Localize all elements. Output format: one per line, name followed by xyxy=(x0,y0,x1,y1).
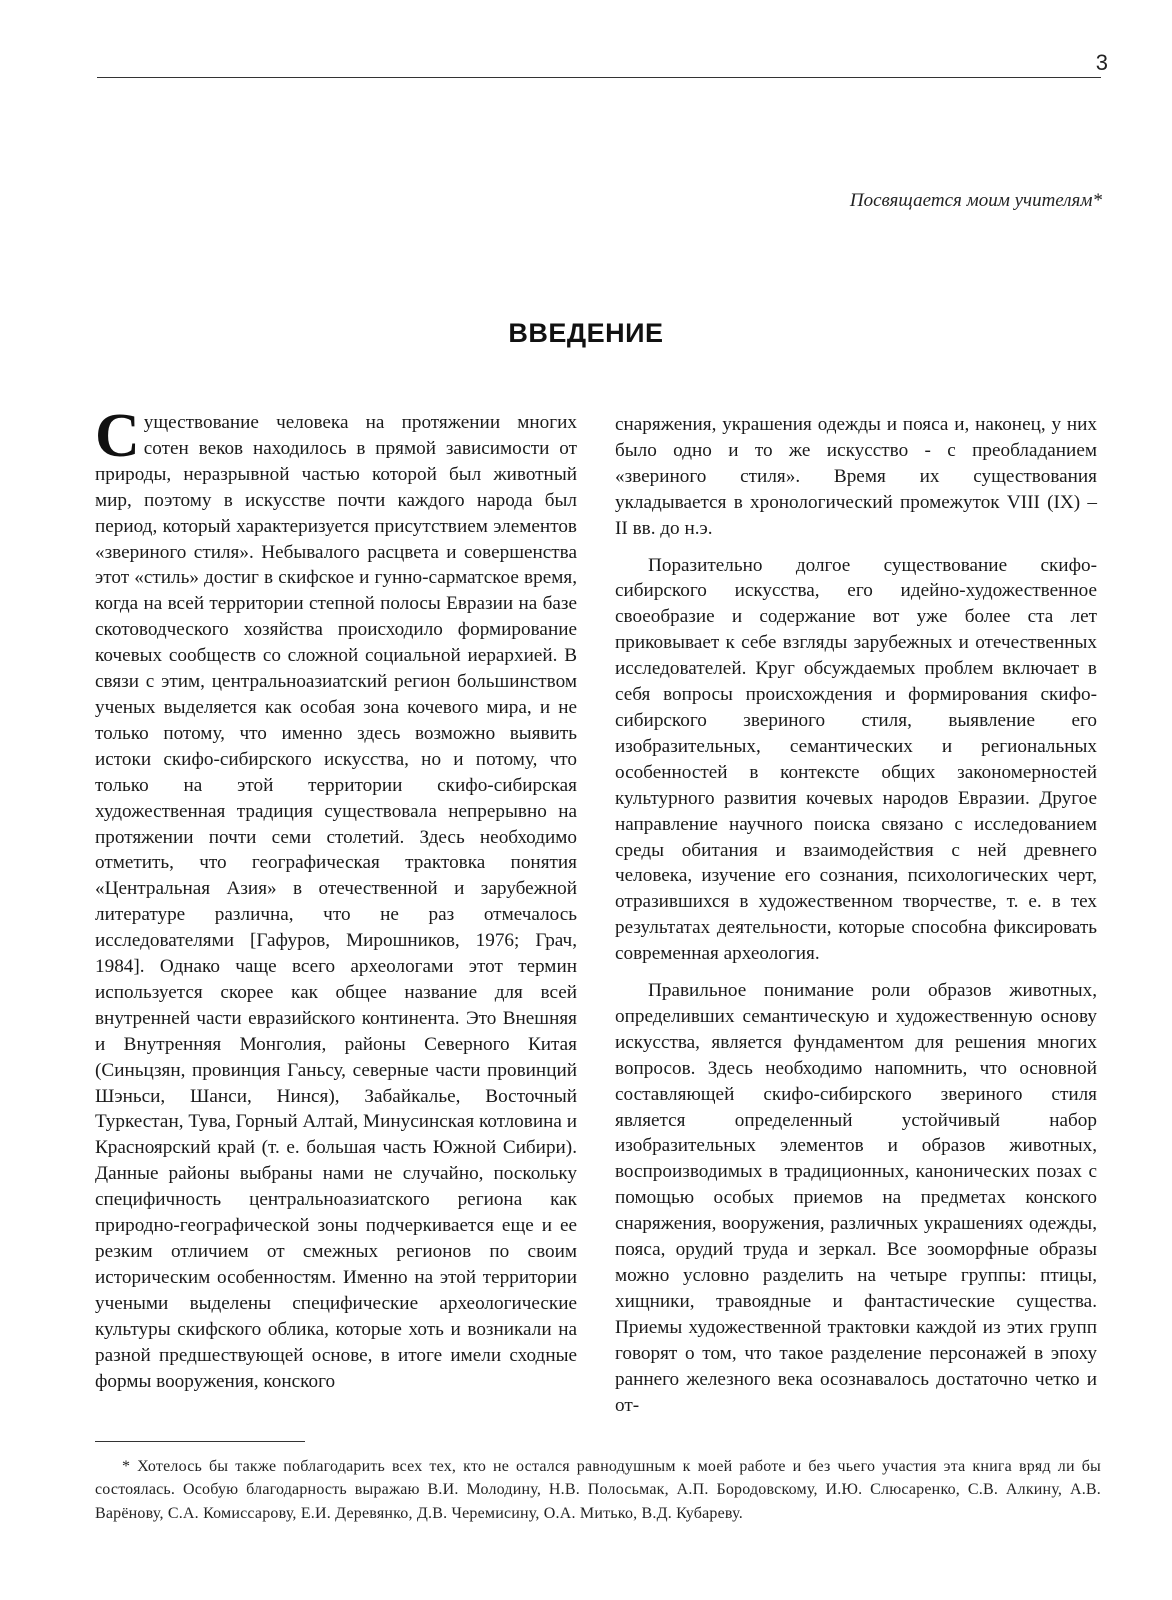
page-number: 3 xyxy=(1095,50,1108,75)
dedication: Посвящается моим учителям* xyxy=(849,190,1102,211)
left-column-paragraph xyxy=(95,402,577,1394)
left-column xyxy=(95,402,577,1394)
right-column xyxy=(615,412,1097,1418)
right-column-paragraph-3: Правильное понимание роли образов животных, определивших семантическую и художественную основу искусства, является фундаментом для решения многих вопросов. Здесь необходимо напомнить, что основной составляющей скифо-сибирского звериного стиля является определенный устойчивый набор изобразительных элементов и образов животных, воспроизводимых в традиционных, канонических позах с помощью особых приемов на предметах конского снаряжения, вооружения, различных украшениях одежды, пояса, орудий труда и зеркал. Все зооморфные образы можно условно разделить на четыре группы: птицы, хищники, травоядные и фантастические существа. Приемы художественной трактовки каждой из этих групп говорят о том, что такое разделение персонажей в эпоху раннего железного века осознавалось достаточно четко и от- xyxy=(615,980,1097,1416)
left-column-text: уществование человека на протяжении многих сотен веков находилось в прямой зависимости от природы, неразрывной частью которой был животный мир, поэтому в искусстве почти каждого народа был период, который характеризуется присутствием элементов «звериного стиля». Небывалого расцвета и совершенства этот «стиль» достиг в скифское и гунно-сарматское время, когда на всей территории степной полосы Евразии на базе скотоводческого хозяйства происходило формирование кочевых сообществ со сложной социальной иерархией. В связи с этим, центральноазиатский регион большинством ученых выделяется как особая зона кочевого мира, и не только потому, что именно здесь возможно выявить истоки скифо-сибирского искусства, но и потому, что только на этой территории скифо-сибирская художественная традиция существовала непрерывно на протяжении почти семи столетий. Здесь необходимо отметить, что географическая трактовка понятия «Центральная Азия» в отечественной и зарубежной литературе различна, что не раз отмечалось исследователями [Гафуров, Мирошников, 1976; Грач, 1984]. Однако чаще всего археологами этот термин используется скорее как общее название для всей внутренней части евразийского континента. Это Внешняя и Внутренняя Монголия, районы Северного Китая (Синьцзян, провинция Ганьсу, северные части провинций Шэньси, Шанси, Нинся), Забайкалье, Восточный Туркестан, Тува, Горный Алтай, Минусинская котловина и Красноярский край (т. е. большая часть Южной Сибири). Данные районы выбраны нами не случайно, поскольку специфичность центральноазиатского региона как природно-географической зоны подчеркивается еще и ее резким отличием от смежных регионов по своим историческим особенностям. Именно на этой территории учеными выделены специфические археологические культуры скифского облика, которые хоть и возникали на разной предшествующей основе, в итоге имели сходные формы вооружения, конского xyxy=(95,412,577,1392)
footnote-rule xyxy=(95,1441,305,1442)
drop-cap: С xyxy=(95,402,140,470)
right-column-paragraph-1: снаряжения, украшения одежды и пояса и, наконец, у них было одно и то же искусство - с преобладанием «звериного стиля». Время их существования укладывается в хронологический промежуток VIII (IX) – II вв. до н.э. xyxy=(615,414,1097,539)
section-title: ВВЕДЕНИЕ xyxy=(508,318,664,348)
footnote: * Хотелось бы также поблагодарить всех тех, кто не остался равнодушным к моей работе и без чьего участия эта книга вряд ли бы состоялась. Особую благодарность выражаю В.И. Молодину, Н.В. Полосьмак, А.П. Бородовскому, И.Ю. Слюсаренко, С.В. Алкину, А.В. Варёнову, С.А. Комиссарову, Е.И. Деревянко, Д.В. Черемисину, О.А. Митько, В.Д. Кубареву. xyxy=(95,1458,1101,1522)
header-rule xyxy=(97,77,1101,78)
right-column-paragraph-2: Поразительно долгое существование скифо-сибирского искусства, его идейно-художественное своеобразие и содержание вот уже более ста лет приковывает к себе взгляды зарубежных и отечественных исследователей. Круг обсуждаемых проблем включает в себя вопросы происхождения и формирования скифо-сибирского звериного стиля, выявление его изобразительных, семантических и региональных особенностей в контексте общих закономерностей культурного развития кочевых народов Евразии. Другое направление научного поиска связано с исследованием среды обитания и взаимодействия с ней древнего человека, изучение его сознания, психологических черт, отразившихся в художественном творчестве, т. е. в тех результатах деятельности, которые способна фиксировать современная археология. xyxy=(615,554,1097,965)
